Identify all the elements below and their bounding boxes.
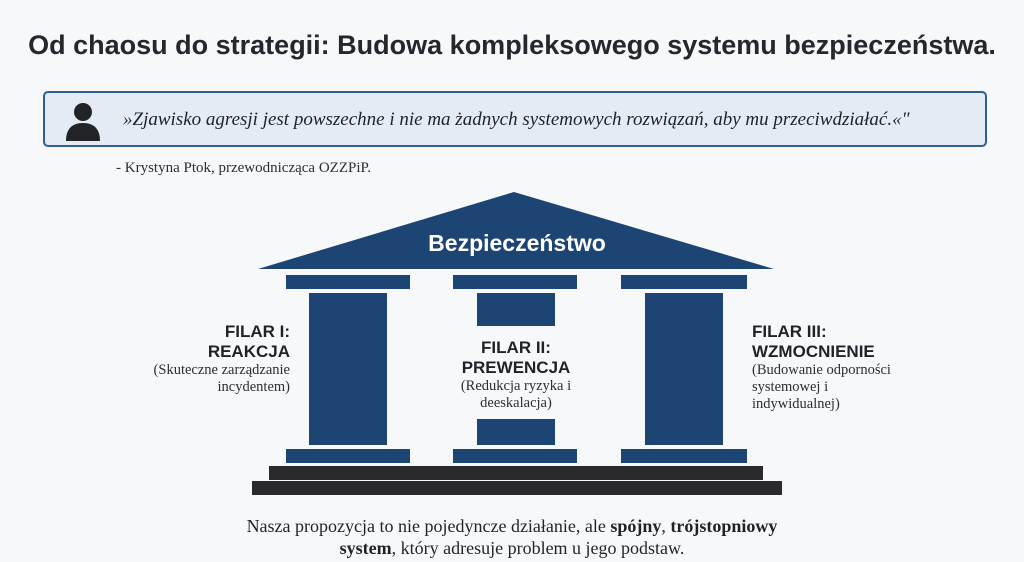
conclusion-bold-1: spójny [610, 516, 662, 536]
pillar-1 [286, 275, 410, 463]
pillar-3-foot [621, 449, 747, 463]
pillar-2-shaft-bottom [477, 419, 555, 445]
pillar-2-label [426, 338, 606, 412]
temple-roof [258, 192, 774, 269]
pillar-2-desc-line1: (Redukcja ryzyka i [460, 378, 572, 394]
pillar-1-capital [286, 275, 410, 289]
conclusion-separator: , [661, 516, 671, 536]
pillar-1-number: FILAR I: [224, 322, 290, 341]
pillar-3-desc-line3: indywidualnej) [752, 396, 840, 412]
page-title: Od chaosu do strategii: Budowa kompleksowego systemu bezpieczeństwa. [28, 30, 996, 60]
temple-base [252, 466, 782, 495]
pillar-1-title: REAKCJA [207, 342, 290, 361]
conclusion-plain-2: , który adresuje problem u jego podstaw. [391, 538, 685, 558]
pillar-1-desc-line2: incydentem) [217, 379, 290, 395]
conclusion-text [0, 515, 1024, 559]
base-step-upper [269, 466, 763, 480]
pillar-2-capital [453, 275, 577, 289]
pillar-2-foot [453, 449, 577, 463]
conclusion-line-2 [0, 537, 1024, 559]
pillar-1-shaft [309, 293, 387, 445]
quote-text: »Zjawisko agresji jest powszechne i nie ma żadnych systemowych rozwiązań, aby mu przeciwdziałać.«" [123, 109, 910, 130]
pillar-3-desc-line1: (Budowanie odporności [752, 362, 891, 378]
pillar-3-capital [621, 275, 747, 289]
pillar-2-title: PREWENCJA [461, 358, 571, 377]
conclusion-line-1 [0, 515, 1024, 537]
pillar-2-desc-line2: deeskalacja) [480, 395, 552, 411]
pillar-3-title: WZMOCNIENIE [752, 342, 875, 361]
quote-attribution: - Krystyna Ptok, przewodnicząca OZZPiP. [116, 160, 371, 176]
pillar-3-desc-line2: systemowej i [752, 379, 829, 395]
conclusion-plain-1: Nasza propozycja to nie pojedyncze działanie, ale [246, 516, 611, 536]
roof-label: Bezpieczeństwo [428, 230, 606, 256]
pillar-3-label [752, 322, 942, 413]
pillar-3 [621, 275, 747, 463]
pillar-1-label [100, 322, 290, 396]
pillar-1-foot [286, 449, 410, 463]
conclusion-bold-2: trójstopniowy [670, 516, 778, 536]
pillar-2-number: FILAR II: [481, 338, 551, 357]
base-step-lower [252, 481, 782, 495]
pillar-1-desc-line1: (Skuteczne zarządzanie [153, 362, 290, 378]
conclusion-bold-3: system [339, 538, 392, 558]
pillar-3-number: FILAR III: [752, 322, 827, 341]
pillar-2-shaft-top [477, 293, 555, 326]
pillar-3-shaft [645, 293, 723, 445]
